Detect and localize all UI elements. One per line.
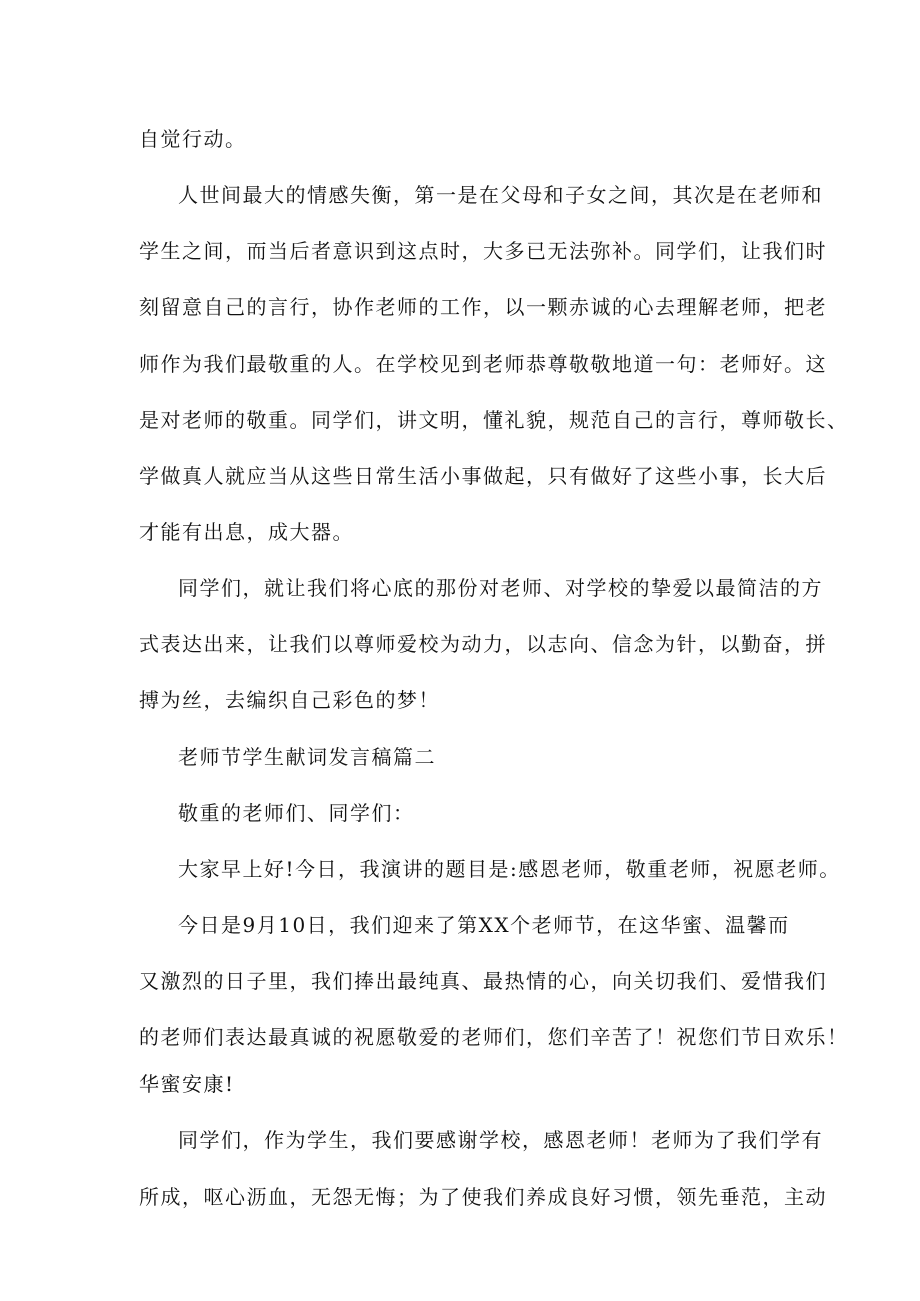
text-line: 自觉行动。: [139, 127, 247, 151]
text-line: 华蜜安康!: [139, 1072, 235, 1096]
text-line: 学生之间，而当后者意识到这点时，大多已无法弥补。同学们，让我们时: [139, 239, 827, 263]
text-line: 是对老师的敬重。同学们，讲文明，懂礼貌，规范自己的言行，尊师敬长、: [139, 408, 849, 432]
text-line: 又激烈的日子里，我们捧出最纯真、最热情的心，向关切我们、爱惜我们: [139, 969, 827, 993]
text-line: 的老师们表达最真诚的祝愿敬爱的老师们，您们辛苦了！祝您们节日欢乐！: [139, 1025, 849, 1049]
paragraph-first-line: 大家早上好!今日，我演讲的题目是:感恩老师，敬重老师，祝愿老师。: [178, 857, 841, 881]
paragraph-first-line: 同学们，作为学生，我们要感谢学校，感恩老师！老师为了我们学有: [178, 1128, 823, 1152]
text-line: 才能有出息，成大器。: [139, 520, 354, 544]
salutation: 敬重的老师们、同学们：: [178, 801, 415, 825]
text-line: 式表达出来，让我们以尊师爱校为动力，以志向、信念为针，以勤奋，拼: [139, 632, 827, 656]
text-line: 刻留意自己的言行，协作老师的工作，以一颗赤诚的心去理解老师，把老: [139, 295, 827, 319]
section-heading: 老师节学生献词发言稿篇二: [178, 745, 436, 769]
paragraph-first-line: 同学们，就让我们将心底的那份对老师、对学校的挚爱以最简洁的方: [178, 576, 823, 600]
text-line: 学做真人就应当从这些日常生活小事做起，只有做好了这些小事，长大后: [139, 464, 827, 488]
paragraph-first-line: 今日是9月10日，我们迎来了第XX个老师节，在这华蜜、温馨而: [178, 913, 790, 937]
text-line: 师作为我们最敬重的人。在学校见到老师恭尊敬敬地道一句：老师好。这: [139, 352, 827, 376]
paragraph-first-line: 人世间最大的情感失衡，第一是在父母和子女之间，其次是在老师和: [178, 183, 823, 207]
text-line: 所成，呕心沥血，无怨无悔；为了使我们养成良好习惯，领先垂范，主动: [139, 1185, 827, 1209]
text-line: 搏为丝，去编织自己彩色的梦！: [139, 688, 440, 712]
